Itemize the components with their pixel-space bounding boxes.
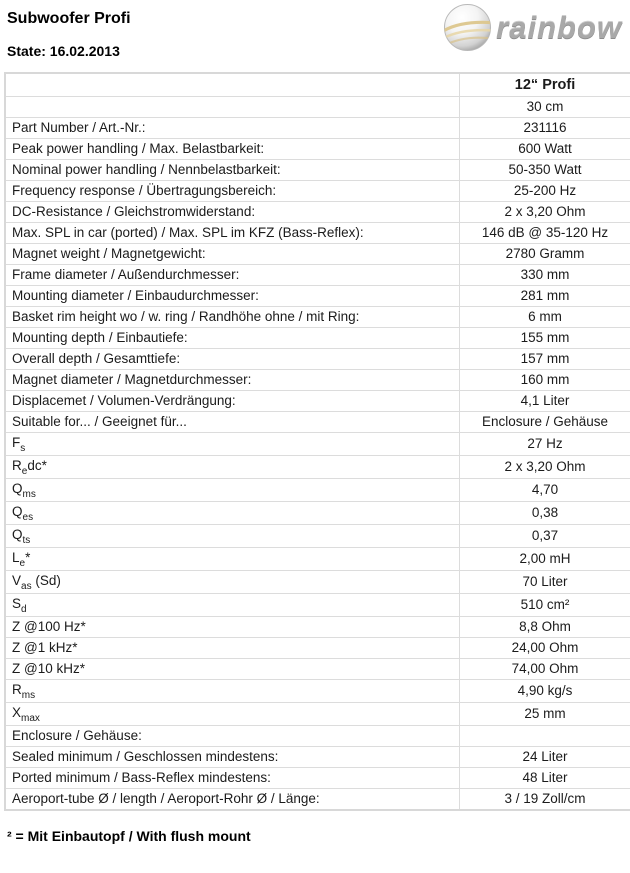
spec-value-cell: 2780 Gramm: [460, 244, 630, 265]
spec-row: [5, 768, 630, 789]
spec-label-cell: Z @1 kHz*: [5, 638, 460, 659]
spec-label-cell: $X_{max}$: [5, 703, 460, 726]
spec-label-cell: Peak power handling / Max. Belastbarkeit:: [5, 139, 460, 160]
spec-row: [5, 328, 630, 349]
page-title: Subwoofer Profi: [7, 10, 131, 27]
spec-label-cell: Magnet diameter / Magnetdurchmesser:: [5, 370, 460, 391]
subscript: s: [20, 443, 26, 454]
spec-row: [5, 747, 630, 768]
spec-row: [5, 391, 630, 412]
spec-value-cell: 24,00 Ohm: [460, 638, 630, 659]
spec-row: [5, 97, 630, 118]
spec-label-cell: Frequency response / Übertragungsbereich:: [5, 181, 460, 202]
spec-value-cell: 25 mm: [460, 703, 630, 726]
spec-label-cell: Part Number / Art.-Nr.:: [5, 118, 460, 139]
spec-label-cell: Mounting depth / Einbautiefe:: [5, 328, 460, 349]
spec-value-cell: 24 Liter: [460, 747, 630, 768]
spec-label-cell: $R_edc*$: [5, 456, 460, 479]
spec-value-cell: [460, 726, 630, 747]
spec-label-cell: [5, 73, 460, 97]
subscript: max: [21, 713, 40, 724]
spec-value-cell: 27 Hz: [460, 433, 630, 456]
spec-row: [5, 181, 630, 202]
spec-value-cell: 4,90 kg/s: [460, 680, 630, 703]
spec-label-cell: $S_d$: [5, 594, 460, 617]
spec-row: [5, 307, 630, 328]
spec-value-cell: 25-200 Hz: [460, 181, 630, 202]
spec-value-cell: 4,70: [460, 479, 630, 502]
spec-value-cell: 30 cm: [460, 97, 630, 118]
spec-row: [5, 502, 630, 525]
spec-row: [5, 638, 630, 659]
spec-row: [5, 370, 630, 391]
spec-label-cell: Enclosure / Gehäuse:: [5, 726, 460, 747]
spec-row: [5, 617, 630, 638]
spec-value-cell: 231116: [460, 118, 630, 139]
spec-table-body: [5, 73, 630, 810]
spec-value-cell: 2,00 mH: [460, 548, 630, 571]
spec-row: [5, 594, 630, 617]
spec-value-cell: 0,38: [460, 502, 630, 525]
spec-value-cell: 4,1 Liter: [460, 391, 630, 412]
spec-value-cell: 6 mm: [460, 307, 630, 328]
spec-row: [5, 118, 630, 139]
spec-row: [5, 456, 630, 479]
spec-value-cell: Enclosure / Gehäuse: [460, 412, 630, 433]
spec-label-cell: Max. SPL in car (ported) / Max. SPL im KFZ (Bass-Reflex):: [5, 223, 460, 244]
spec-row: [5, 789, 630, 811]
spec-label-cell: Z @10 kHz*: [5, 659, 460, 680]
subscript: e: [21, 466, 28, 477]
spec-label-cell: Ported minimum / Bass-Reflex mindestens:: [5, 768, 460, 789]
spec-label-cell: Overall depth / Gesamttiefe:: [5, 349, 460, 370]
spec-label-cell: Mounting diameter / Einbaudurchmesser:: [5, 286, 460, 307]
spec-row: [5, 286, 630, 307]
spec-value-cell: 600 Watt: [460, 139, 630, 160]
subscript: ms: [21, 690, 36, 701]
subscript: ts: [22, 535, 31, 546]
spec-value-cell: 8,8 Ohm: [460, 617, 630, 638]
spec-value-cell: 160 mm: [460, 370, 630, 391]
spec-value-cell: 330 mm: [460, 265, 630, 286]
subscript: d: [21, 604, 27, 615]
footnote: ² = Mit Einbautopf / With flush mount: [7, 828, 251, 844]
spec-row: [5, 265, 630, 286]
brand-logo: [443, 3, 622, 52]
spec-label-cell: $L_e*$: [5, 548, 460, 571]
spec-label-cell: Basket rim height wo / w. ring / Randhöhe ohne / mit Ring:: [5, 307, 460, 328]
spec-label-cell: Nominal power handling / Nennbelastbarkeit:: [5, 160, 460, 181]
spec-label-cell: Sealed minimum / Geschlossen mindestens:: [5, 747, 460, 768]
spec-value-cell: 2 x 3,20 Ohm: [460, 202, 630, 223]
spec-row: [5, 680, 630, 703]
spec-label-cell: $V_{as}$ (Sd): [5, 571, 460, 594]
spec-label-cell: $R_{ms}$: [5, 680, 460, 703]
spec-label-cell: Displacemet / Volumen-Verdrängung:: [5, 391, 460, 412]
subscript: as: [21, 581, 32, 592]
spec-row: [5, 548, 630, 571]
spec-header-row: [5, 73, 630, 97]
spec-row: [5, 479, 630, 502]
spec-row: [5, 244, 630, 265]
spec-row: [5, 223, 630, 244]
header: [0, 0, 630, 64]
spec-label-cell: $Q_{ms}$: [5, 479, 460, 502]
subscript: es: [22, 512, 34, 523]
spec-label-cell: [5, 97, 460, 118]
spec-row: [5, 349, 630, 370]
spec-value-cell: 157 mm: [460, 349, 630, 370]
spec-label-cell: Suitable for... / Geeignet für...: [5, 412, 460, 433]
spec-value-cell: 0,37: [460, 525, 630, 548]
spec-value-cell: 74,00 Ohm: [460, 659, 630, 680]
spec-label-cell: $Q_{es}$: [5, 502, 460, 525]
spec-row: [5, 433, 630, 456]
spec-row: [5, 202, 630, 223]
spec-value-cell: 70 Liter: [460, 571, 630, 594]
spec-value-cell: 50-350 Watt: [460, 160, 630, 181]
spec-value-cell: 48 Liter: [460, 768, 630, 789]
spec-row: [5, 139, 630, 160]
state-date: State: 16.02.2013: [7, 43, 120, 59]
spec-row: [5, 703, 630, 726]
spec-row: [5, 160, 630, 181]
spec-value-cell: 2 x 3,20 Ohm: [460, 456, 630, 479]
spec-value-cell: 155 mm: [460, 328, 630, 349]
spec-label-cell: Frame diameter / Außendurchmesser:: [5, 265, 460, 286]
spec-table: [4, 72, 630, 811]
spec-label-cell: Aeroport-tube Ø / length / Aeroport-Rohr Ø / Länge:: [5, 789, 460, 811]
spec-row: [5, 525, 630, 548]
spec-label-cell: Magnet weight / Magnetgewicht:: [5, 244, 460, 265]
spec-value-cell: 12“ Profi: [460, 73, 630, 97]
spec-label-cell: DC-Resistance / Gleichstromwiderstand:: [5, 202, 460, 223]
subscript: e: [19, 558, 26, 569]
spec-value-cell: 510 cm²: [460, 594, 630, 617]
spec-row: [5, 571, 630, 594]
spec-row: [5, 726, 630, 747]
spec-row: [5, 659, 630, 680]
sphere-logo-icon: [443, 3, 492, 52]
spec-label-cell: Z @100 Hz*: [5, 617, 460, 638]
spec-label-cell: $Q_{ts}$: [5, 525, 460, 548]
spec-value-cell: 281 mm: [460, 286, 630, 307]
spec-row: [5, 412, 630, 433]
brand-name: rainbow: [496, 10, 622, 45]
spec-value-cell: 3 / 19 Zoll/cm: [460, 789, 630, 811]
subscript: ms: [22, 489, 36, 500]
spec-label-cell: $F_s$: [5, 433, 460, 456]
spec-value-cell: 146 dB @ 35-120 Hz: [460, 223, 630, 244]
